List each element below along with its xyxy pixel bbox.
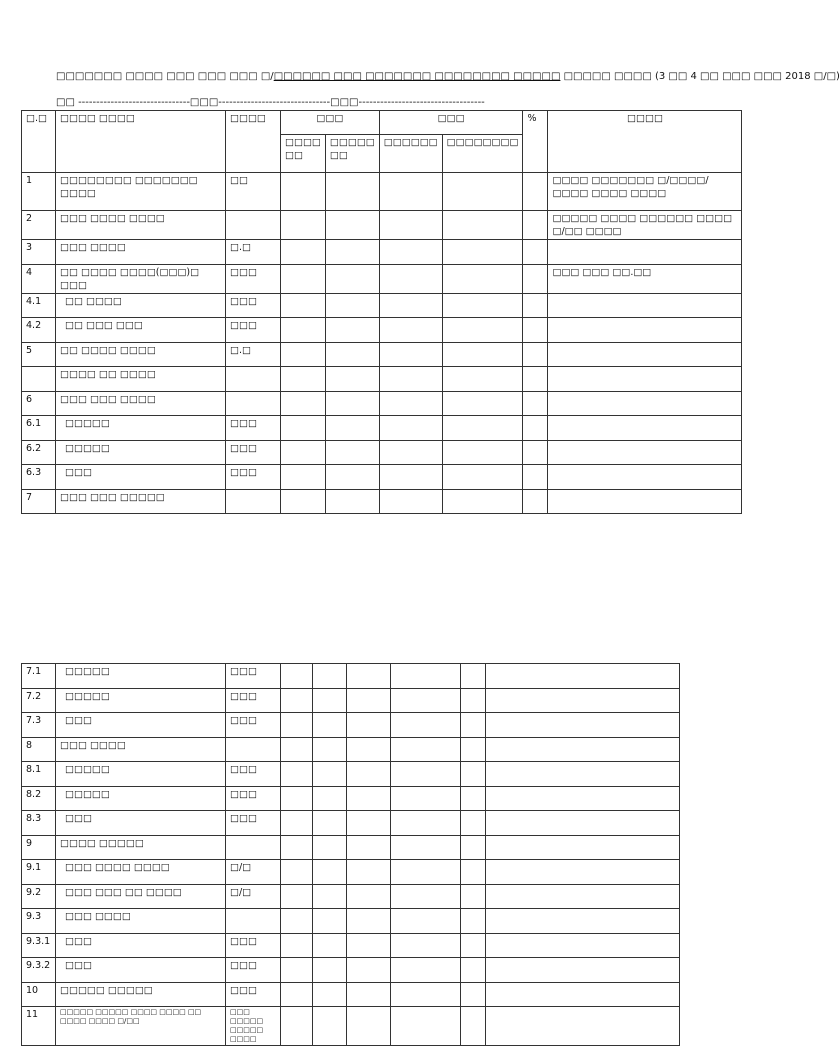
table-row bbox=[22, 664, 680, 689]
cell-unit bbox=[226, 211, 281, 240]
cell-unit bbox=[226, 367, 281, 392]
cell-value bbox=[391, 762, 461, 787]
cell-percent bbox=[461, 762, 486, 787]
cell-description: □□□ bbox=[56, 465, 226, 490]
cell-percent bbox=[523, 240, 548, 265]
report-table-top bbox=[21, 110, 742, 514]
cell-unit bbox=[226, 909, 281, 934]
cell-value bbox=[347, 982, 391, 1007]
cell-percent bbox=[461, 713, 486, 738]
cell-value bbox=[391, 909, 461, 934]
cell-value bbox=[281, 713, 313, 738]
cell-description: □□□□□ □□□□□ □□□□ □□□□ □□ □□□□ □□□□ □/□□ bbox=[56, 1007, 226, 1046]
cell-value bbox=[313, 811, 347, 836]
cell-description: □□□□□ bbox=[56, 762, 226, 787]
cell-value bbox=[281, 884, 313, 909]
cell-value bbox=[281, 982, 313, 1007]
cell-percent bbox=[461, 933, 486, 958]
table-row bbox=[22, 293, 742, 318]
cell-value bbox=[325, 240, 379, 265]
cell-percent bbox=[523, 391, 548, 416]
cell-percent bbox=[461, 884, 486, 909]
cell-percent bbox=[461, 958, 486, 983]
cell-value bbox=[313, 762, 347, 787]
cell-value bbox=[391, 786, 461, 811]
cell-remarks bbox=[486, 835, 680, 860]
cell-value bbox=[379, 367, 442, 392]
cell-value bbox=[347, 737, 391, 762]
cell-description: □□□□□ bbox=[56, 786, 226, 811]
cell-remarks bbox=[486, 933, 680, 958]
cell-unit: □□□ bbox=[226, 465, 281, 490]
cell-value bbox=[379, 211, 442, 240]
cell-sn: 6.3 bbox=[22, 465, 56, 490]
cell-value bbox=[313, 713, 347, 738]
cell-description: □□□ □□□□ □□□□ bbox=[56, 860, 226, 885]
cell-value bbox=[281, 664, 313, 689]
cell-description: □□□ □□□□ □□□□ bbox=[56, 211, 226, 240]
cell-value bbox=[281, 367, 326, 392]
cell-value bbox=[442, 211, 523, 240]
cell-sn: 2 bbox=[22, 211, 56, 240]
cell-description: □□ □□□ □□□ bbox=[56, 318, 226, 343]
cell-sn: 9.2 bbox=[22, 884, 56, 909]
cell-description: □□□ bbox=[56, 958, 226, 983]
cell-sn: 5 bbox=[22, 342, 56, 367]
cell-description: □□□ □□□ □□ □□□□ bbox=[56, 884, 226, 909]
cell-value bbox=[313, 909, 347, 934]
cell-value bbox=[379, 465, 442, 490]
header-group-2: □□□ bbox=[379, 111, 523, 135]
table-row bbox=[22, 1007, 680, 1046]
cell-value bbox=[347, 762, 391, 787]
cell-value bbox=[325, 367, 379, 392]
table-row bbox=[22, 367, 742, 392]
cell-remarks bbox=[486, 982, 680, 1007]
cell-percent bbox=[523, 264, 548, 293]
cell-description: □□□□□ □□□□□ bbox=[56, 982, 226, 1007]
cell-value bbox=[391, 688, 461, 713]
cell-value bbox=[313, 860, 347, 885]
cell-value bbox=[379, 264, 442, 293]
cell-value bbox=[313, 884, 347, 909]
cell-value bbox=[347, 835, 391, 860]
cell-description: □□□ bbox=[56, 713, 226, 738]
cell-value bbox=[313, 958, 347, 983]
cell-unit bbox=[226, 737, 281, 762]
cell-unit: □/□ bbox=[226, 884, 281, 909]
cell-sn: 3 bbox=[22, 240, 56, 265]
cell-unit: □□□ □□□□□ □□□□□ □□□□ bbox=[226, 1007, 281, 1046]
cell-value bbox=[391, 835, 461, 860]
cell-description: □□ □□□□ □□□□(□□□)□ □□□ bbox=[56, 264, 226, 293]
cell-unit: □□□ bbox=[226, 688, 281, 713]
cell-unit: □/□ bbox=[226, 860, 281, 885]
header-percent: % bbox=[523, 111, 548, 173]
cell-sn: 9.3 bbox=[22, 909, 56, 934]
cell-value bbox=[325, 440, 379, 465]
cell-value bbox=[379, 489, 442, 514]
cell-value bbox=[379, 416, 442, 441]
cell-value bbox=[347, 664, 391, 689]
cell-value bbox=[347, 933, 391, 958]
cell-value bbox=[325, 391, 379, 416]
cell-percent bbox=[523, 342, 548, 367]
cell-value bbox=[442, 465, 523, 490]
cell-value bbox=[391, 664, 461, 689]
cell-value bbox=[281, 465, 326, 490]
cell-value bbox=[347, 884, 391, 909]
cell-sn: 6.2 bbox=[22, 440, 56, 465]
cell-description: □□□ □□□□ bbox=[56, 240, 226, 265]
cell-unit bbox=[226, 489, 281, 514]
cell-percent bbox=[523, 416, 548, 441]
cell-value bbox=[281, 737, 313, 762]
cell-value bbox=[313, 933, 347, 958]
cell-sn: 8 bbox=[22, 737, 56, 762]
cell-value bbox=[281, 211, 326, 240]
cell-percent bbox=[523, 465, 548, 490]
cell-remarks bbox=[486, 884, 680, 909]
cell-value bbox=[442, 367, 523, 392]
cell-description: □□□□□ bbox=[56, 416, 226, 441]
cell-sn: 8.3 bbox=[22, 811, 56, 836]
cell-sn: 7.3 bbox=[22, 713, 56, 738]
cell-value bbox=[281, 909, 313, 934]
cell-unit: □□□ bbox=[226, 933, 281, 958]
cell-value bbox=[379, 318, 442, 343]
cell-remarks bbox=[486, 713, 680, 738]
cell-sn: 4 bbox=[22, 264, 56, 293]
cell-remarks bbox=[548, 391, 742, 416]
cell-percent bbox=[461, 835, 486, 860]
cell-value bbox=[281, 1007, 313, 1046]
cell-value bbox=[391, 811, 461, 836]
cell-unit: □□□ bbox=[226, 293, 281, 318]
cell-remarks bbox=[486, 958, 680, 983]
header-description: □□□□ □□□□ bbox=[56, 111, 226, 173]
cell-unit: □.□ bbox=[226, 240, 281, 265]
cell-value bbox=[281, 293, 326, 318]
cell-remarks bbox=[548, 318, 742, 343]
cell-value bbox=[391, 1007, 461, 1046]
cell-sn: 9.1 bbox=[22, 860, 56, 885]
cell-unit: □□□ bbox=[226, 786, 281, 811]
header-group-1b: □□□□□ □□ bbox=[325, 135, 379, 173]
cell-remarks bbox=[486, 860, 680, 885]
cell-sn: 6 bbox=[22, 391, 56, 416]
table-row bbox=[22, 958, 680, 983]
cell-value bbox=[325, 293, 379, 318]
cell-sn bbox=[22, 367, 56, 392]
cell-value bbox=[281, 173, 326, 211]
table-row bbox=[22, 860, 680, 885]
cell-percent bbox=[461, 786, 486, 811]
cell-value bbox=[347, 909, 391, 934]
table-row bbox=[22, 909, 680, 934]
cell-value bbox=[347, 860, 391, 885]
cell-value bbox=[325, 264, 379, 293]
cell-value bbox=[379, 391, 442, 416]
cell-sn: 4.1 bbox=[22, 293, 56, 318]
cell-remarks bbox=[486, 688, 680, 713]
cell-unit: □□□ bbox=[226, 264, 281, 293]
cell-percent bbox=[523, 211, 548, 240]
cell-value bbox=[442, 293, 523, 318]
cell-value bbox=[313, 1007, 347, 1046]
cell-value bbox=[379, 440, 442, 465]
cell-sn: 8.2 bbox=[22, 786, 56, 811]
table-row bbox=[22, 240, 742, 265]
cell-value bbox=[379, 342, 442, 367]
cell-unit bbox=[226, 835, 281, 860]
cell-sn: 11 bbox=[22, 1007, 56, 1046]
cell-sn: 1 bbox=[22, 173, 56, 211]
cell-value bbox=[347, 786, 391, 811]
cell-sn: 6.1 bbox=[22, 416, 56, 441]
cell-percent bbox=[523, 367, 548, 392]
cell-sn: 8.1 bbox=[22, 762, 56, 787]
cell-remarks bbox=[486, 1007, 680, 1046]
cell-remarks bbox=[486, 664, 680, 689]
cell-percent bbox=[461, 737, 486, 762]
cell-description: □□□ bbox=[56, 933, 226, 958]
cell-value bbox=[442, 391, 523, 416]
cell-sn: 10 bbox=[22, 982, 56, 1007]
cell-remarks bbox=[548, 367, 742, 392]
cell-percent bbox=[523, 440, 548, 465]
cell-remarks bbox=[548, 240, 742, 265]
table-row bbox=[22, 811, 680, 836]
cell-description: □□□ □□□ □□□□□ bbox=[56, 489, 226, 514]
cell-value bbox=[281, 811, 313, 836]
cell-value bbox=[281, 240, 326, 265]
cell-value bbox=[281, 762, 313, 787]
cell-percent bbox=[461, 1007, 486, 1046]
table-row bbox=[22, 713, 680, 738]
cell-value bbox=[325, 465, 379, 490]
cell-value bbox=[281, 860, 313, 885]
cell-value bbox=[313, 786, 347, 811]
cell-remarks bbox=[486, 762, 680, 787]
cell-value bbox=[442, 416, 523, 441]
cell-value bbox=[379, 173, 442, 211]
cell-description: □□□ □□□ □□□□ bbox=[56, 391, 226, 416]
cell-value bbox=[281, 933, 313, 958]
cell-value bbox=[347, 1007, 391, 1046]
cell-value bbox=[281, 489, 326, 514]
cell-description: □□□□ □□□□□ bbox=[56, 835, 226, 860]
table-row bbox=[22, 688, 680, 713]
table-row bbox=[22, 440, 742, 465]
cell-description: □□□□□ bbox=[56, 688, 226, 713]
cell-value bbox=[325, 342, 379, 367]
cell-value bbox=[442, 440, 523, 465]
cell-percent bbox=[523, 173, 548, 211]
cell-value bbox=[325, 489, 379, 514]
table-row bbox=[22, 933, 680, 958]
cell-value bbox=[281, 391, 326, 416]
cell-value bbox=[313, 737, 347, 762]
cell-description: □□□ bbox=[56, 811, 226, 836]
table-row bbox=[22, 342, 742, 367]
table-row bbox=[22, 465, 742, 490]
cell-percent bbox=[461, 811, 486, 836]
cell-value bbox=[325, 318, 379, 343]
cell-remarks bbox=[548, 440, 742, 465]
report-table-bottom bbox=[21, 663, 680, 1046]
cell-value bbox=[281, 318, 326, 343]
table-row bbox=[22, 786, 680, 811]
document-title bbox=[56, 71, 840, 82]
cell-value bbox=[391, 958, 461, 983]
cell-description: □□□ □□□□ bbox=[56, 737, 226, 762]
cell-unit: □□□ bbox=[226, 416, 281, 441]
cell-percent bbox=[523, 489, 548, 514]
cell-sn: 9.3.1 bbox=[22, 933, 56, 958]
table-row bbox=[22, 489, 742, 514]
cell-value bbox=[379, 293, 442, 318]
cell-value bbox=[325, 211, 379, 240]
cell-sn: 7.2 bbox=[22, 688, 56, 713]
cell-value bbox=[391, 737, 461, 762]
cell-remarks: □□□□ □□□□□□□ □/□□□□/□□□□ □□□□ □□□□ bbox=[548, 173, 742, 211]
cell-remarks: □□□□□ □□□□ □□□□□□ □□□□ □/□□ □□□□ bbox=[548, 211, 742, 240]
table-row bbox=[22, 318, 742, 343]
cell-unit: □□□ bbox=[226, 811, 281, 836]
cell-remarks bbox=[486, 737, 680, 762]
cell-value bbox=[313, 982, 347, 1007]
cell-sn: 7.1 bbox=[22, 664, 56, 689]
cell-percent bbox=[461, 664, 486, 689]
table-row bbox=[22, 391, 742, 416]
cell-percent bbox=[461, 909, 486, 934]
cell-remarks bbox=[548, 416, 742, 441]
cell-percent bbox=[523, 318, 548, 343]
cell-remarks bbox=[486, 811, 680, 836]
cell-remarks bbox=[548, 293, 742, 318]
header-group-1: □□□ bbox=[281, 111, 380, 135]
cell-value bbox=[281, 786, 313, 811]
cell-value bbox=[347, 713, 391, 738]
table-row bbox=[22, 416, 742, 441]
title-part: □□□□□□□ □□□□ □□□ □□□ □□□ □/ bbox=[56, 71, 274, 82]
cell-value bbox=[313, 688, 347, 713]
cell-description: □□□ □□□□ bbox=[56, 909, 226, 934]
table-row bbox=[22, 211, 742, 240]
header-sn: □.□ bbox=[22, 111, 56, 173]
cell-value bbox=[281, 835, 313, 860]
title-underlined: □□□□□□ □□□ □□□□□□□ □□□□□□□□ □□□□□ bbox=[273, 71, 561, 82]
cell-remarks bbox=[486, 786, 680, 811]
cell-value bbox=[281, 416, 326, 441]
cell-value bbox=[313, 835, 347, 860]
cell-value bbox=[379, 240, 442, 265]
cell-unit: □□□ bbox=[226, 713, 281, 738]
cell-value bbox=[442, 342, 523, 367]
cell-description: □□□□□ bbox=[56, 440, 226, 465]
cell-value bbox=[391, 982, 461, 1007]
cell-value bbox=[442, 173, 523, 211]
cell-value bbox=[391, 713, 461, 738]
cell-description: □□ □□□□ bbox=[56, 293, 226, 318]
cell-sn: 4.2 bbox=[22, 318, 56, 343]
cell-value bbox=[347, 811, 391, 836]
cell-value bbox=[391, 933, 461, 958]
title-part: □□□□□ □□□□ (3 □□ 4 □□ □□□ □□□ 2018 □/□) bbox=[560, 71, 840, 82]
table-row bbox=[22, 982, 680, 1007]
cell-remarks bbox=[548, 465, 742, 490]
form-fields-line: □□ -------------------------------□□□-------------------------------□□□----------------------------------- bbox=[56, 97, 485, 108]
cell-percent bbox=[523, 293, 548, 318]
cell-remarks: □□□ □□□ □□.□□ bbox=[548, 264, 742, 293]
cell-value bbox=[281, 440, 326, 465]
cell-unit bbox=[226, 391, 281, 416]
cell-value bbox=[442, 240, 523, 265]
cell-unit: □□□ bbox=[226, 762, 281, 787]
cell-value bbox=[442, 264, 523, 293]
header-group-2b: □□□□□□□□ bbox=[442, 135, 523, 173]
cell-remarks bbox=[486, 909, 680, 934]
table-row bbox=[22, 264, 742, 293]
cell-value bbox=[442, 318, 523, 343]
table-row bbox=[22, 884, 680, 909]
cell-value bbox=[442, 489, 523, 514]
header-group-1a: □□□□ □□ bbox=[281, 135, 326, 173]
table-row bbox=[22, 173, 742, 211]
cell-unit: □□□ bbox=[226, 958, 281, 983]
cell-unit: □□□ bbox=[226, 318, 281, 343]
cell-remarks bbox=[548, 489, 742, 514]
cell-value bbox=[347, 958, 391, 983]
cell-sn: 9 bbox=[22, 835, 56, 860]
table-row bbox=[22, 737, 680, 762]
cell-value bbox=[313, 664, 347, 689]
cell-percent bbox=[461, 982, 486, 1007]
cell-percent bbox=[461, 860, 486, 885]
cell-unit: □□ bbox=[226, 173, 281, 211]
cell-unit: □□□ bbox=[226, 440, 281, 465]
header-unit: □□□□ bbox=[226, 111, 281, 173]
cell-value bbox=[281, 958, 313, 983]
cell-value bbox=[281, 342, 326, 367]
cell-value bbox=[391, 860, 461, 885]
cell-description: □□ □□□□ □□□□ bbox=[56, 342, 226, 367]
cell-sn: 7 bbox=[22, 489, 56, 514]
cell-unit: □□□ bbox=[226, 982, 281, 1007]
cell-percent bbox=[461, 688, 486, 713]
cell-sn: 9.3.2 bbox=[22, 958, 56, 983]
cell-value bbox=[391, 884, 461, 909]
cell-value bbox=[281, 688, 313, 713]
cell-description: □□□□□□□□ □□□□□□□ □□□□ bbox=[56, 173, 226, 211]
table-row bbox=[22, 835, 680, 860]
cell-unit: □.□ bbox=[226, 342, 281, 367]
cell-value bbox=[325, 416, 379, 441]
cell-value bbox=[325, 173, 379, 211]
cell-remarks bbox=[548, 342, 742, 367]
cell-value bbox=[281, 264, 326, 293]
header-remarks: □□□□ bbox=[548, 111, 742, 173]
cell-description: □□□□ □□ □□□□ bbox=[56, 367, 226, 392]
cell-unit: □□□ bbox=[226, 664, 281, 689]
cell-description: □□□□□ bbox=[56, 664, 226, 689]
table-row bbox=[22, 762, 680, 787]
header-group-2a: □□□□□□ bbox=[379, 135, 442, 173]
cell-value bbox=[347, 688, 391, 713]
